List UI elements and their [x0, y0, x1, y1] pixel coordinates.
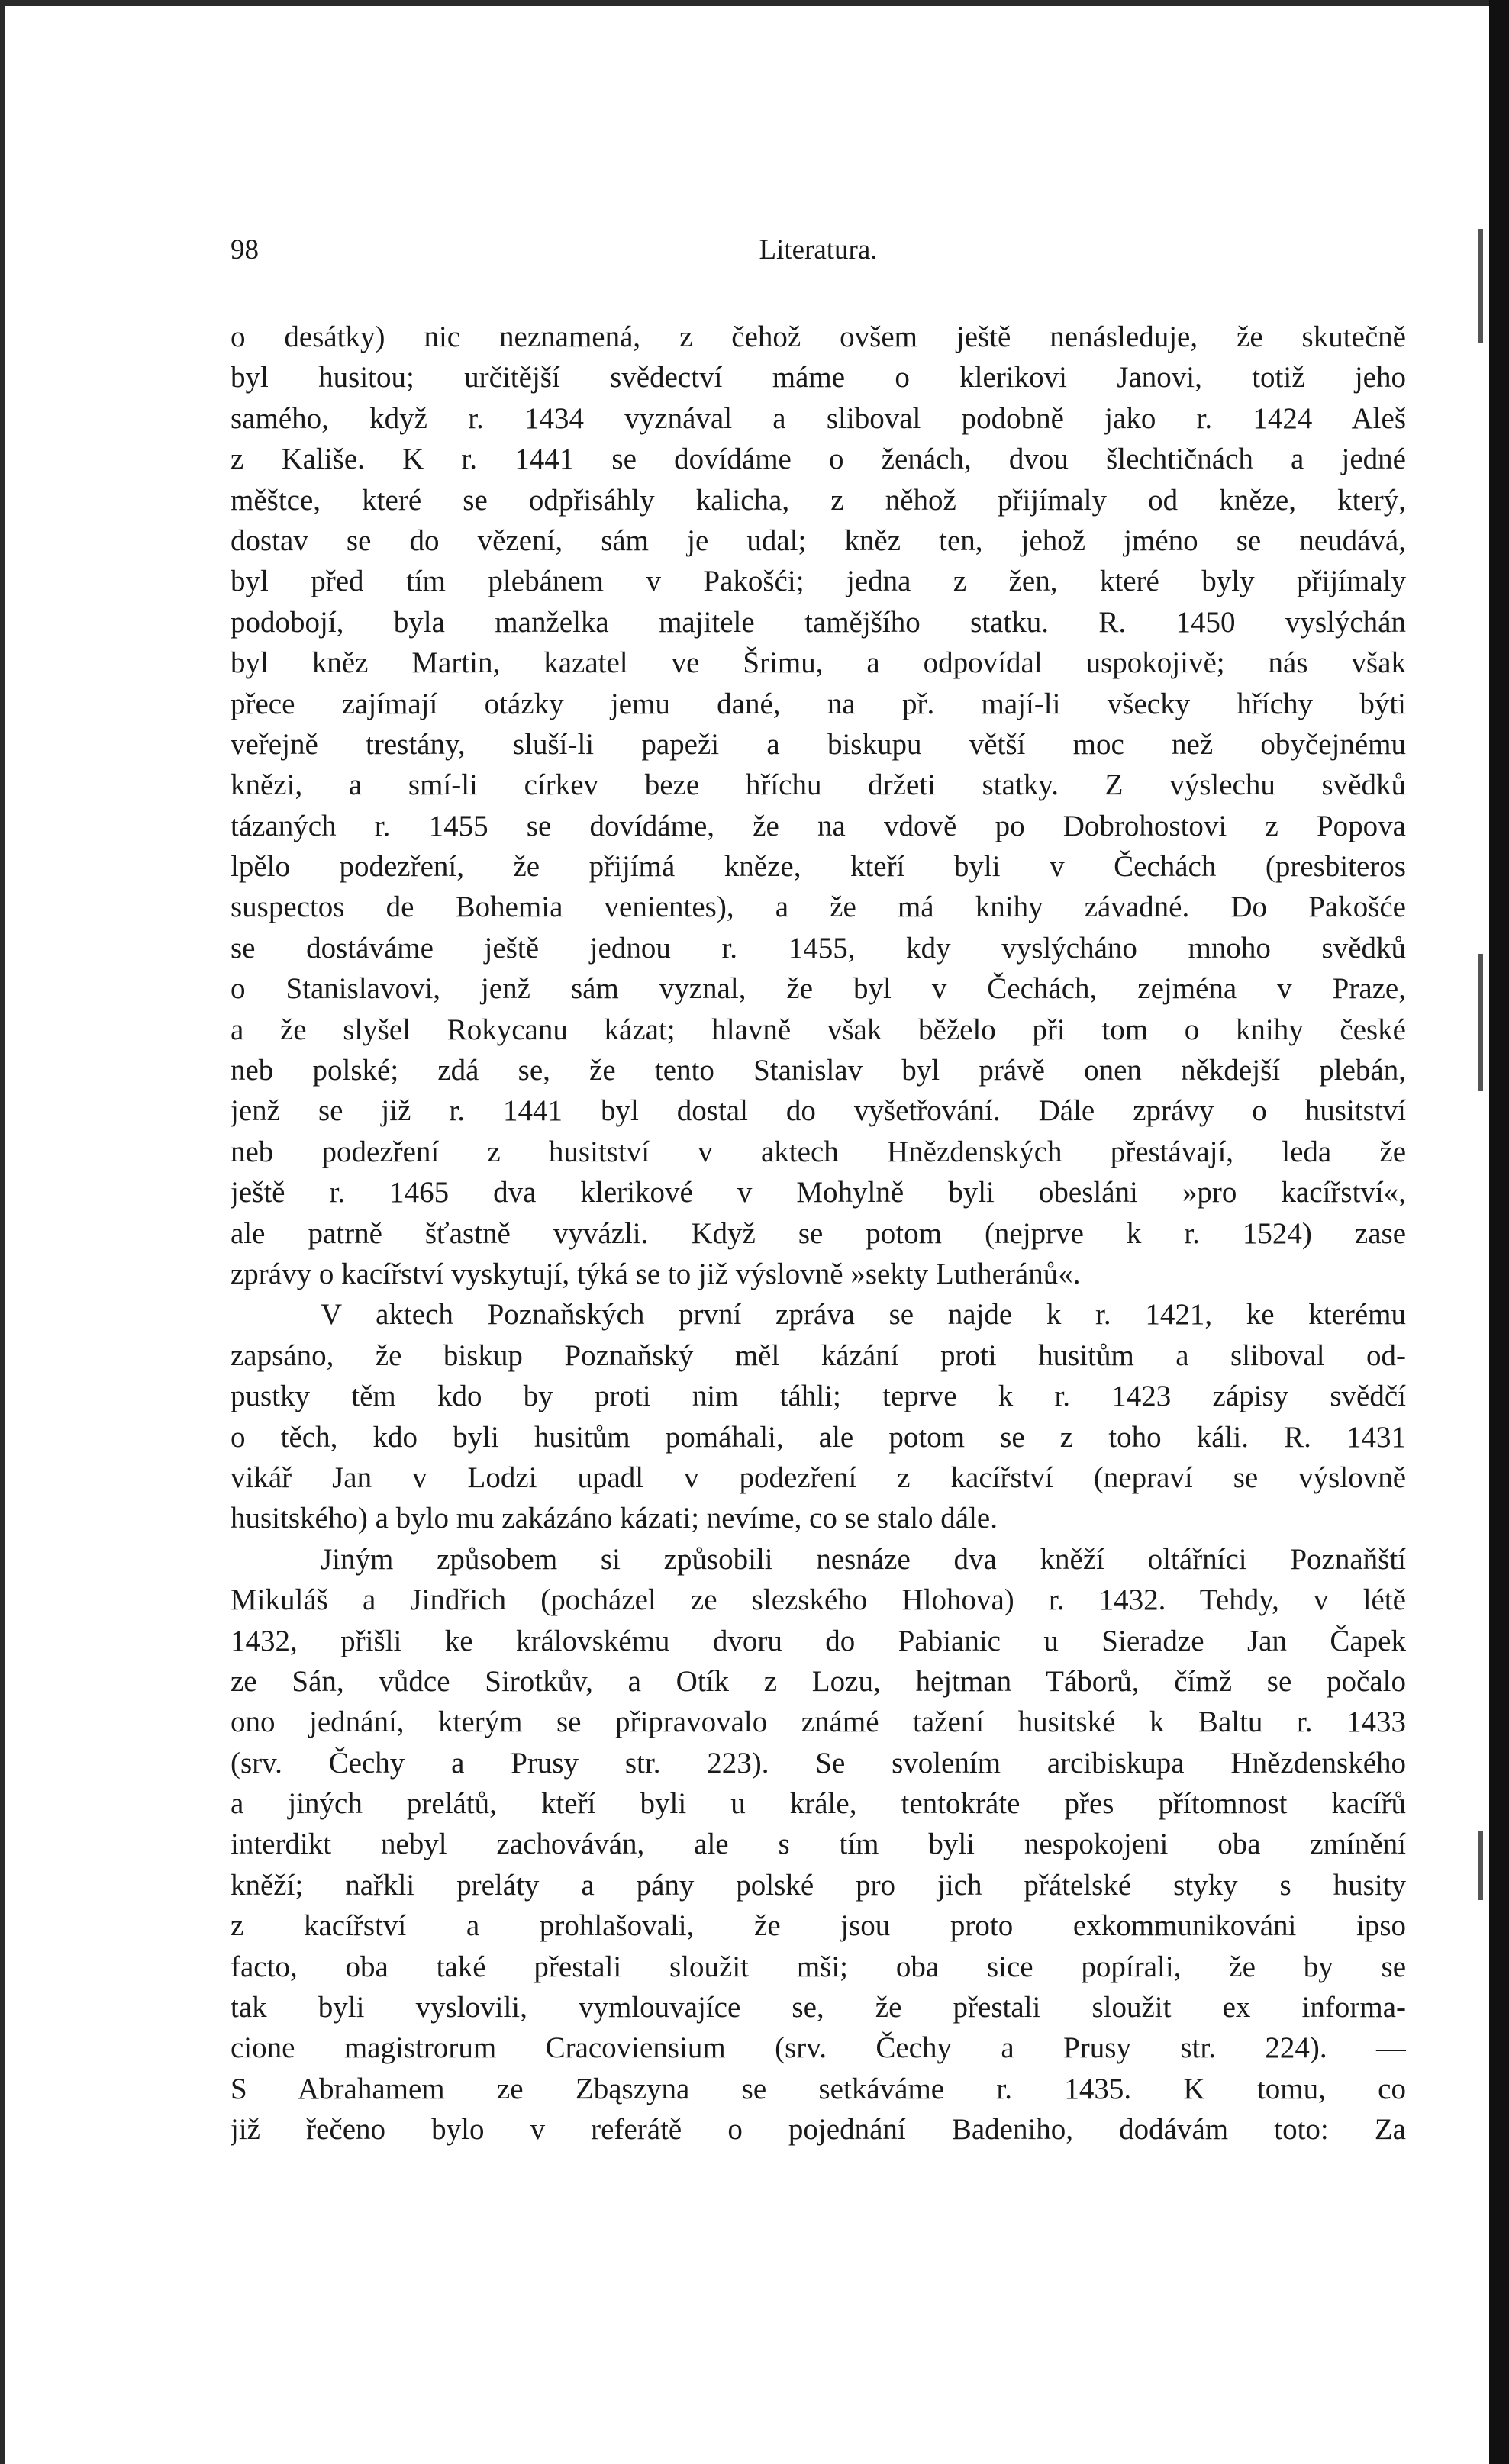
scan-border-right: [1489, 0, 1509, 2464]
text-line: pustky těm kdo by proti nim táhli; teprve k r. 1423 zápisy svědčí: [231, 1380, 1406, 1413]
text-line: byl kněz Martin, kazatel ve Šrimu, a odpovídal uspokojivě; nás však: [231, 646, 1406, 680]
text-line: se dostáváme ještě jednou r. 1455, kdy vyslýcháno mnoho svědků: [231, 931, 1406, 965]
scan-edge-mark: [1478, 229, 1483, 343]
paragraph-start-line: Jiným způsobem si způsobili nesnáze dva kněží oltářníci Poznaňští: [321, 1542, 1406, 1576]
text-line: ono jednání, kterým se připravovalo známé tažení husitské k Baltu r. 1433: [231, 1705, 1406, 1739]
text-line: zprávy o kacířství vyskytují, týká se to již výslovně »sekty Lutheránů«.: [231, 1257, 1081, 1290]
text-line: již řečeno bylo v referátě o pojednání Badeniho, dodávám toto: Za: [231, 2113, 1406, 2147]
text-line: S Abrahamem ze Zbąszyna se setkáváme r. 1435. K tomu, co: [231, 2072, 1406, 2105]
page-header: [231, 227, 1406, 273]
text-line: z kacířství a prohlašovali, že jsou proto exkommunikováni ipso: [231, 1909, 1406, 1943]
text-line: Mikuláš a Jindřich (pocházel ze slezského Hlohova) r. 1432. Tehdy, v létě: [231, 1583, 1406, 1617]
text-line: tázaných r. 1455 se dovídáme, že na vdově po Dobrohostovi z Popova: [231, 809, 1406, 842]
text-line: podobojí, byla manželka majitele tamějšího statku. R. 1450 vyslýchán: [231, 605, 1406, 639]
text-line: veřejně trestány, sluší-li papeži a biskupu větší moc než obyčejnému: [231, 727, 1406, 761]
text-line: o desátky) nic neznamená, z čehož ovšem ještě nenásleduje, že skutečně: [231, 320, 1406, 353]
text-line: vikář Jan v Lodzi upadl v podezření z kacířství (nepraví se výslovně: [231, 1461, 1406, 1494]
text-line: dostav se do vězení, sám je udal; kněz ten, jehož jméno se neudává,: [231, 523, 1406, 557]
text-line: a jiných prelátů, kteří byli u krále, tentokráte přes přítomnost kacířů: [231, 1787, 1406, 1821]
text-line: facto, oba také přestali sloužit mši; oba sice popírali, že by se: [231, 1950, 1406, 1983]
text-line: tak byli vyslovili, vymlouvajíce se, že přestali sloužit ex informa-: [231, 1991, 1406, 2024]
paragraph-start-line: V aktech Poznaňských první zpráva se najde k r. 1421, ke kterému: [321, 1298, 1406, 1332]
text-line: knězi, a smí-li církev beze hříchu držeti statky. Z výslechu svědků: [231, 768, 1406, 802]
scan-edge-mark: [1478, 954, 1483, 1091]
text-line: 1432, přišli ke královskému dvoru do Pabianic u Sieradze Jan Čapek: [231, 1624, 1406, 1657]
text-line: (srv. Čechy a Prusy str. 223). Se svolením arcibiskupa Hnězdenského: [231, 1746, 1406, 1780]
text-line: lpělo podezření, že přijímá kněze, kteří byli v Čechách (presbiteros: [231, 850, 1406, 884]
text-line: neb podezření z husitství v aktech Hnězdenských přestávají, leda že: [231, 1135, 1406, 1168]
scan-border-left: [0, 0, 5, 2464]
text-line: o Stanislavovi, jenž sám vyznal, že byl v Čechách, zejména v Praze,: [231, 972, 1406, 1006]
text-line: kněží; nařkli preláty a pány polské pro jich přátelské styky s husity: [231, 1868, 1406, 1902]
text-line: cione magistrorum Cracoviensium (srv. Čechy a Prusy str. 224). —: [231, 2031, 1406, 2065]
text-line: byl před tím plebánem v Pakošći; jedna z žen, které byly přijímaly: [231, 565, 1406, 598]
text-line: byl husitou; určitější svědectví máme o klerikovi Janovi, totiž jeho: [231, 361, 1406, 395]
text-line: o těch, kdo byli husitům pomáhali, ale potom se z toho káli. R. 1431: [231, 1420, 1406, 1454]
text-line: a že slyšel Rokycanu kázat; hlavně však běželo při tom o knihy české: [231, 1013, 1406, 1046]
text-line: ze Sán, vůdce Sirotkův, a Otík z Lozu, hejtman Táborů, čímž se počalo: [231, 1664, 1406, 1698]
text-line: samého, když r. 1434 vyznával a sliboval podobně jako r. 1424 Aleš: [231, 401, 1406, 435]
page-number: 98: [231, 234, 259, 266]
text-line: z Kališe. K r. 1441 se dovídáme o ženách, dvou šlechtičnách a jedné: [231, 443, 1406, 476]
text-line: ale patrně šťastně vyvázli. Když se potom (nejprve k r. 1524) zase: [231, 1216, 1406, 1250]
text-line: zapsáno, že biskup Poznaňský měl kázání proti husitům a sliboval od-: [231, 1338, 1406, 1372]
text-line: měštce, které se odpřisáhly kalicha, z něhož přijímaly od kněze, který,: [231, 483, 1406, 517]
scan-border-top: [0, 0, 1509, 6]
text-line: suspectos de Bohemia venientes), a že má knihy závadné. Do Pakošće: [231, 891, 1406, 924]
text-line: přece zajímají otázky jemu dané, na př. mají-li všecky hříchy býti: [231, 687, 1406, 720]
text-line: interdikt nebyl zachováván, ale s tím byli nespokojeni oba zmínění: [231, 1828, 1406, 1861]
text-line: jenž se již r. 1441 byl dostal do vyšetřování. Dále zprávy o husitství: [231, 1094, 1406, 1128]
running-title: Literatura.: [759, 234, 878, 266]
scan-edge-mark: [1478, 1831, 1483, 1900]
text-line: neb polské; zdá se, že tento Stanislav byl právě onen někdejší plebán,: [231, 1054, 1406, 1087]
body-text: [231, 317, 1406, 2150]
text-line: husitského) a bylo mu zakázáno kázati; nevíme, co se stalo dále.: [231, 1502, 998, 1535]
text-line: ještě r. 1465 dva klerikové v Mohylně byli obesláni »pro kacířství«,: [231, 1176, 1406, 1209]
